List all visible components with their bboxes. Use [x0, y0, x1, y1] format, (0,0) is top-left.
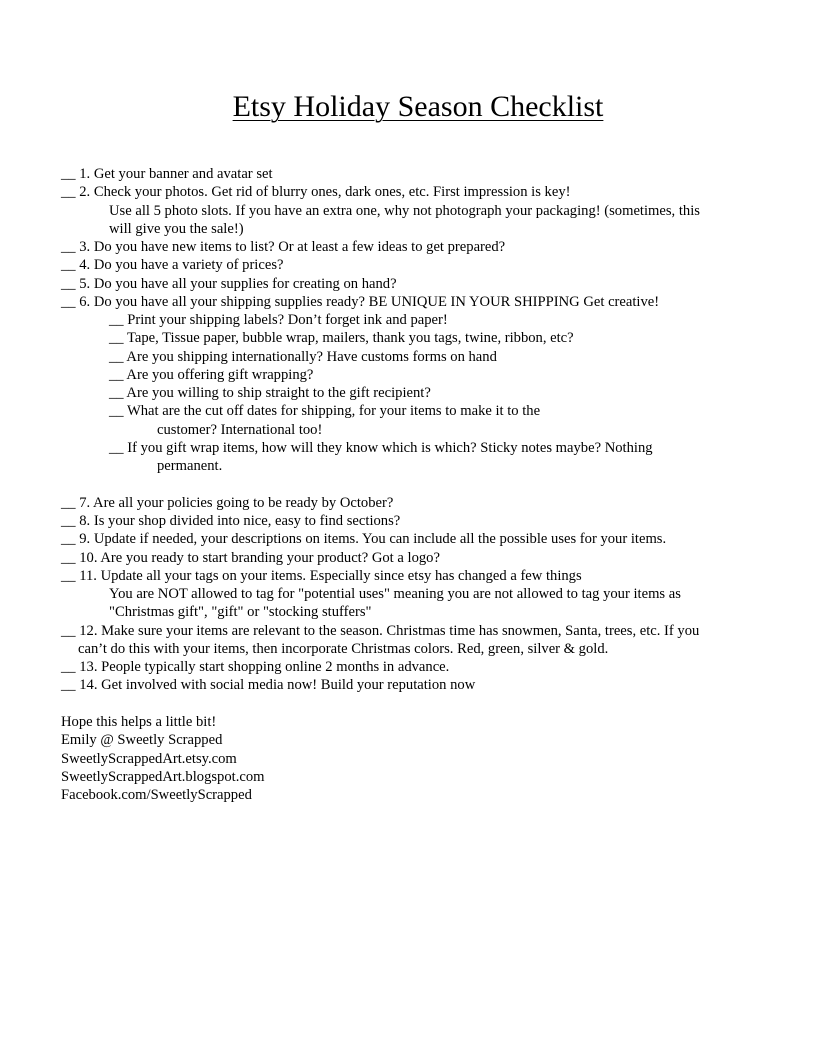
closing-note: Hope this helps a little bit!: [61, 714, 217, 730]
list-item: __ 10. Are you ready to start branding your product? Got a logo?: [61, 550, 440, 566]
list-item: __ 12. Make sure your items are relevant to the season. Christmas time has snowmen, Santa, trees, etc. If you: [61, 623, 700, 639]
list-item: __ 11. Update all your tags on your items. Especially since etsy has changed a few things: [61, 568, 582, 584]
list-item: __ 5. Do you have all your supplies for creating on hand?: [61, 276, 397, 292]
list-item: __ 14. Get involved with social media now! Build your reputation now: [61, 677, 476, 693]
etsy-link[interactable]: SweetlyScrappedArt.etsy.com: [61, 751, 237, 767]
list-item: __ 2. Check your photos. Get rid of blurry ones, dark ones, etc. First impression is key!: [61, 184, 571, 200]
list-item: __ Tape, Tissue paper, bubble wrap, mailers, thank you tags, twine, ribbon, etc?: [109, 330, 574, 346]
list-item: __ 3. Do you have new items to list? Or at least a few ideas to get prepared?: [61, 239, 506, 255]
list-item: can’t do this with your items, then incorporate Christmas colors. Red, green, silver & gold.: [78, 641, 609, 657]
list-item: customer? International too!: [157, 422, 323, 438]
list-item: __ 9. Update if needed, your descriptions on items. You can include all the possible uses for your items.: [61, 531, 667, 547]
list-item: You are NOT allowed to tag for "potential uses" meaning you are not allowed to tag your items as: [109, 586, 681, 602]
list-item: will give you the sale!): [109, 221, 244, 237]
list-item: __ If you gift wrap items, how will they know which is which? Sticky notes maybe? Nothing: [109, 440, 653, 456]
list-item: "Christmas gift", "gift" or "stocking stuffers": [109, 604, 372, 620]
facebook-link[interactable]: Facebook.com/SweetlyScrapped: [61, 787, 252, 803]
list-item: __ Are you willing to ship straight to the gift recipient?: [109, 385, 431, 401]
list-item: Use all 5 photo slots. If you have an extra one, why not photograph your packaging! (sometimes, this: [109, 203, 700, 219]
list-item: __ Are you offering gift wrapping?: [109, 367, 314, 383]
list-item: __ 8. Is your shop divided into nice, easy to find sections?: [61, 513, 401, 529]
list-item: __ 1. Get your banner and avatar set: [61, 166, 273, 182]
page-title: Etsy Holiday Season Checklist: [232, 90, 604, 123]
blog-link[interactable]: SweetlyScrappedArt.blogspot.com: [61, 769, 265, 785]
list-item: __ 6. Do you have all your shipping supplies ready? BE UNIQUE IN YOUR SHIPPING Get creative!: [61, 294, 660, 310]
list-item: __ 4. Do you have a variety of prices?: [61, 257, 284, 273]
list-item: __ Are you shipping internationally? Have customs forms on hand: [109, 349, 497, 365]
list-item: __ 7. Are all your policies going to be ready by October?: [61, 495, 394, 511]
list-item: permanent.: [157, 458, 223, 474]
list-item: __ Print your shipping labels? Don’t forget ink and paper!: [109, 312, 448, 328]
list-item: __ 13. People typically start shopping online 2 months in advance.: [61, 659, 450, 675]
author-name: Emily @ Sweetly Scrapped: [61, 732, 223, 748]
list-item: __ What are the cut off dates for shipping, for your items to make it to the: [109, 403, 541, 419]
